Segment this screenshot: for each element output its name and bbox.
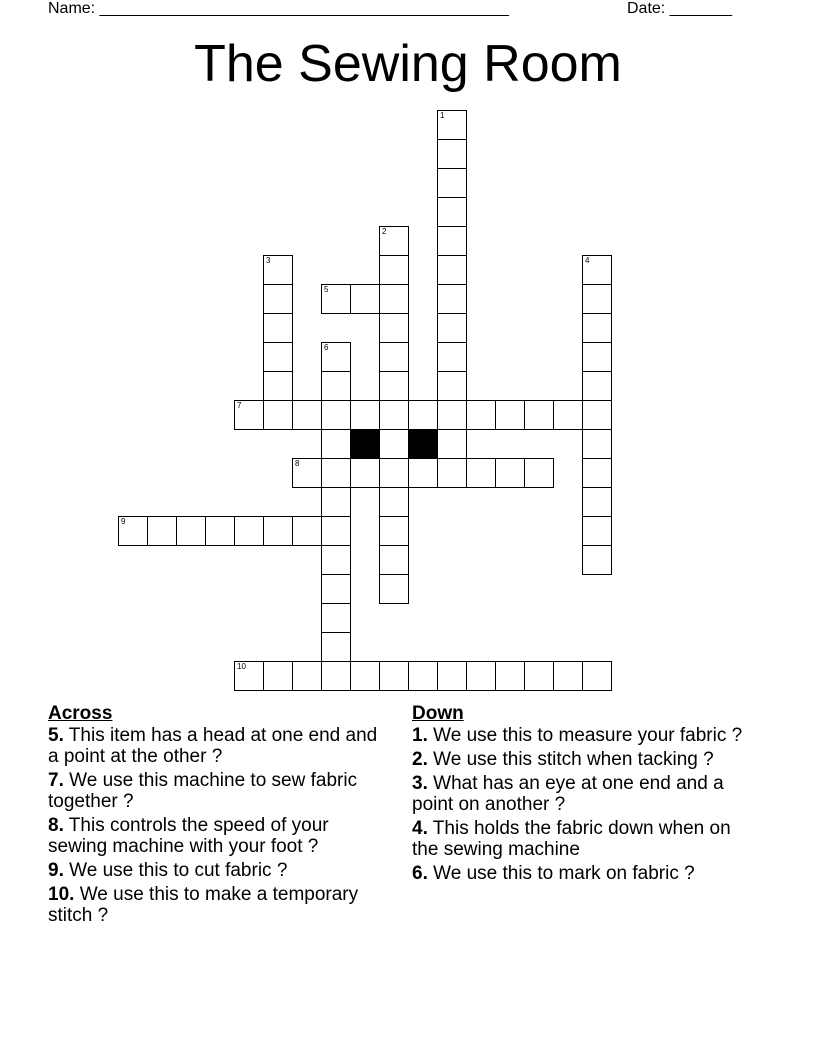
grid-cell[interactable]: [350, 400, 380, 430]
grid-cell[interactable]: [321, 284, 351, 314]
grid-cell[interactable]: [263, 255, 293, 285]
grid-cell[interactable]: [321, 400, 351, 430]
grid-cell[interactable]: [437, 197, 467, 227]
grid-cell[interactable]: [263, 516, 293, 546]
grid-cell[interactable]: [350, 458, 380, 488]
grid-cell[interactable]: [582, 661, 612, 691]
grid-cell[interactable]: [582, 516, 612, 546]
grid-cell[interactable]: [495, 458, 525, 488]
clue-text: We use this machine to sew fabric together ?: [48, 770, 358, 812]
grid-cell[interactable]: [321, 574, 351, 604]
grid-cell[interactable]: [379, 255, 409, 285]
grid-cell[interactable]: [263, 284, 293, 314]
across-clue: [48, 884, 388, 926]
grid-cell[interactable]: [437, 429, 467, 459]
grid-cell[interactable]: [292, 661, 322, 691]
grid-cell[interactable]: [321, 661, 351, 691]
clue-text: This holds the fabric down when on the sewing machine: [412, 818, 731, 860]
grid-cell[interactable]: [437, 139, 467, 169]
clue-text: We use this to cut fabric ?: [69, 860, 288, 881]
grid-cell[interactable]: [408, 661, 438, 691]
grid-cell[interactable]: [582, 342, 612, 372]
grid-cell[interactable]: [292, 458, 322, 488]
grid-cell[interactable]: [234, 661, 264, 691]
grid-cell[interactable]: [437, 255, 467, 285]
down-clues: [412, 702, 752, 887]
grid-cell[interactable]: [379, 313, 409, 343]
clue-number: 10.: [48, 884, 75, 905]
grid-cell[interactable]: [524, 400, 554, 430]
grid-cell[interactable]: [437, 661, 467, 691]
grid-cell[interactable]: [350, 661, 380, 691]
grid-cell[interactable]: [466, 661, 496, 691]
clue-text: We use this to measure your fabric ?: [433, 725, 743, 746]
grid-cell[interactable]: [582, 487, 612, 517]
grid-cell[interactable]: [524, 661, 554, 691]
down-heading: Down: [412, 703, 464, 724]
grid-cell[interactable]: [582, 284, 612, 314]
grid-cell[interactable]: [466, 400, 496, 430]
grid-cell[interactable]: [379, 342, 409, 372]
clue-number-label: 7: [237, 401, 242, 410]
grid-cell[interactable]: [582, 400, 612, 430]
grid-cell[interactable]: [292, 516, 322, 546]
grid-cell[interactable]: [321, 371, 351, 401]
clue-number: 3.: [412, 773, 428, 794]
grid-cell[interactable]: [437, 110, 467, 140]
down-clue: [412, 863, 752, 884]
clue-number: 5.: [48, 725, 64, 746]
clue-text: What has an eye at one end and a point on another ?: [412, 773, 724, 815]
clue-number-label: 2: [382, 227, 387, 236]
black-square: [408, 429, 438, 459]
grid-cell[interactable]: [466, 458, 496, 488]
grid-cell[interactable]: [321, 429, 351, 459]
grid-cell[interactable]: [553, 661, 583, 691]
grid-cell[interactable]: [379, 371, 409, 401]
clue-text: We use this to make a temporary stitch ?: [48, 884, 359, 926]
across-heading: Across: [48, 703, 113, 724]
grid-cell[interactable]: [350, 284, 380, 314]
grid-cell[interactable]: [437, 284, 467, 314]
down-clue: [412, 749, 752, 770]
grid-cell[interactable]: [437, 371, 467, 401]
grid-cell[interactable]: [321, 342, 351, 372]
grid-cell[interactable]: [379, 487, 409, 517]
grid-cell[interactable]: [379, 458, 409, 488]
grid-cell[interactable]: [437, 313, 467, 343]
clue-text: We use this to mark on fabric ?: [433, 863, 695, 884]
grid-cell[interactable]: [437, 400, 467, 430]
grid-cell[interactable]: [263, 313, 293, 343]
down-clue: [412, 818, 752, 860]
across-clue: [48, 860, 388, 881]
clue-text: This item has a head at one end and a point at the other ?: [48, 725, 378, 767]
page-title: The Sewing Room: [194, 35, 622, 93]
grid-cell[interactable]: [176, 516, 206, 546]
clue-number: 8.: [48, 815, 64, 836]
grid-cell[interactable]: [582, 313, 612, 343]
across-clues: [48, 702, 388, 929]
clue-number: 7.: [48, 770, 64, 791]
grid-cell[interactable]: [582, 545, 612, 575]
grid-cell[interactable]: [321, 632, 351, 662]
clue-text: We use this stitch when tacking ?: [433, 749, 714, 770]
grid-cell[interactable]: [147, 516, 177, 546]
grid-cell[interactable]: [234, 516, 264, 546]
grid-cell[interactable]: [379, 574, 409, 604]
clue-number-label: 8: [295, 459, 300, 468]
grid-cell[interactable]: [379, 661, 409, 691]
grid-cell[interactable]: [234, 400, 264, 430]
clue-number-label: 10: [237, 662, 246, 671]
grid-cell[interactable]: [263, 661, 293, 691]
across-clue: [48, 725, 388, 767]
down-clue: [412, 773, 752, 815]
grid-cell[interactable]: [408, 458, 438, 488]
grid-cell[interactable]: [582, 458, 612, 488]
grid-cell[interactable]: [379, 400, 409, 430]
grid-cell[interactable]: [321, 458, 351, 488]
grid-cell[interactable]: [263, 400, 293, 430]
clue-number-label: 9: [121, 517, 126, 526]
down-clue: [412, 725, 752, 746]
grid-cell[interactable]: [379, 545, 409, 575]
grid-cell[interactable]: [379, 226, 409, 256]
grid-cell[interactable]: [437, 342, 467, 372]
grid-cell[interactable]: [437, 458, 467, 488]
clue-number-label: 6: [324, 343, 329, 352]
grid-cell[interactable]: [321, 487, 351, 517]
grid-cell[interactable]: [437, 168, 467, 198]
clue-number: 2.: [412, 749, 428, 770]
clue-number: 4.: [412, 818, 428, 839]
clue-number-label: 4: [585, 256, 590, 265]
grid-cell[interactable]: [321, 603, 351, 633]
grid-cell[interactable]: [379, 516, 409, 546]
grid-cell[interactable]: [379, 284, 409, 314]
grid-cell[interactable]: [582, 429, 612, 459]
grid-cell[interactable]: [437, 226, 467, 256]
clue-number: 6.: [412, 863, 428, 884]
grid-cell[interactable]: [321, 545, 351, 575]
grid-cell[interactable]: [205, 516, 235, 546]
clue-text: This controls the speed of your sewing machine with your foot ?: [48, 815, 329, 857]
grid-cell[interactable]: [292, 400, 322, 430]
clue-number: 9.: [48, 860, 64, 881]
black-square: [350, 429, 380, 459]
grid-cell[interactable]: [553, 400, 583, 430]
grid-cell[interactable]: [495, 400, 525, 430]
grid-cell[interactable]: [524, 458, 554, 488]
grid-cell[interactable]: [379, 429, 409, 459]
grid-cell[interactable]: [263, 342, 293, 372]
grid-cell[interactable]: [582, 255, 612, 285]
grid-cell[interactable]: [118, 516, 148, 546]
grid-cell[interactable]: [582, 371, 612, 401]
name-field[interactable]: Name: ______________________________________________: [48, 0, 509, 17]
grid-cell[interactable]: [263, 371, 293, 401]
across-clue: [48, 815, 388, 857]
clue-number-label: 3: [266, 256, 271, 265]
clue-number-label: 1: [440, 111, 445, 120]
clue-number: 1.: [412, 725, 428, 746]
across-clue: [48, 770, 388, 812]
grid-cell[interactable]: [495, 661, 525, 691]
clue-number-label: 5: [324, 285, 329, 294]
grid-cell[interactable]: [408, 400, 438, 430]
grid-cell[interactable]: [321, 516, 351, 546]
date-field[interactable]: Date: _______: [627, 0, 732, 17]
